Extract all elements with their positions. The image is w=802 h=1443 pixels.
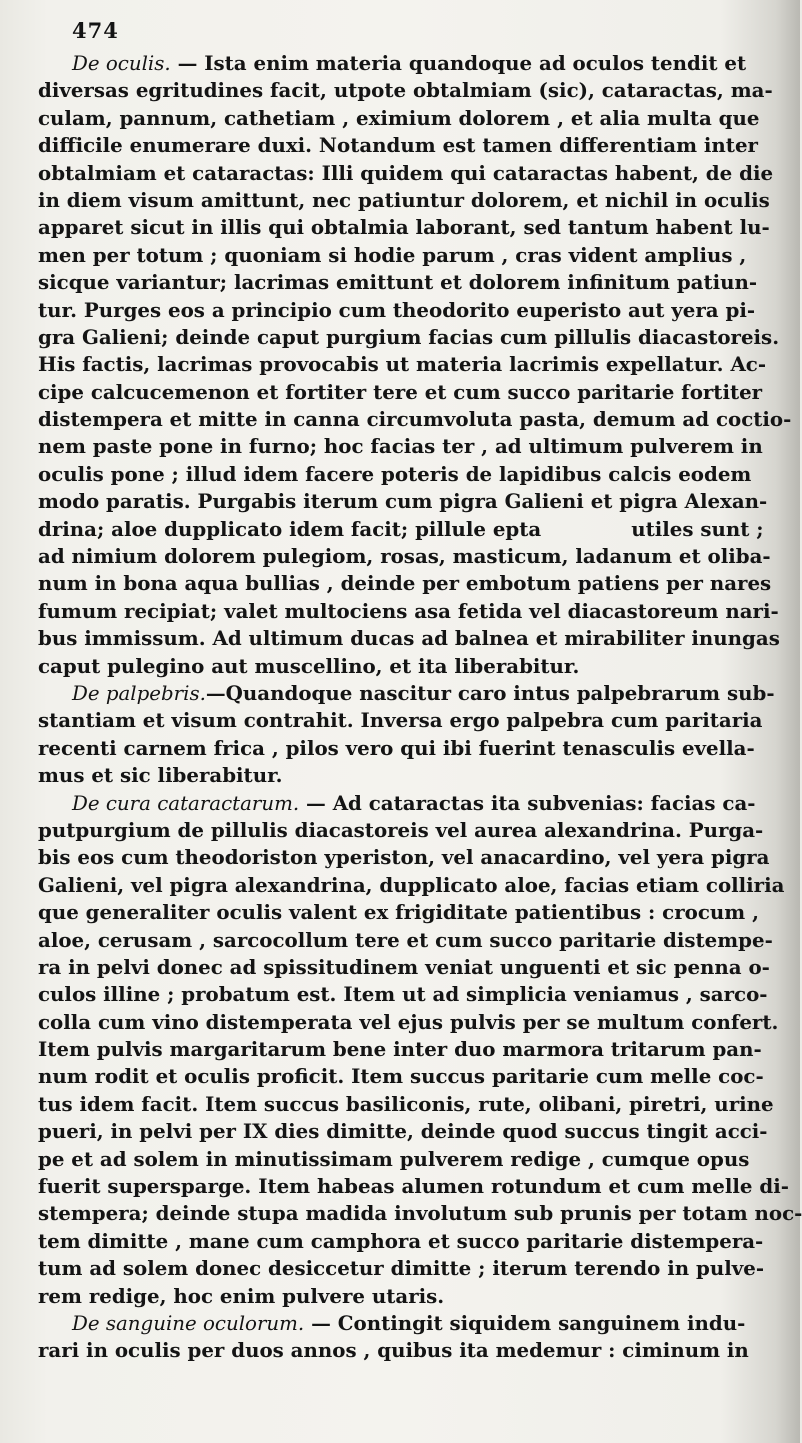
- text-line: apparet sicut in illis qui obtalmia laborant, sed tantum habent lu-: [38, 215, 770, 240]
- text-line: bus immissum. Ad ultimum ducas ad balnea et mirabiliter inungas: [38, 626, 780, 651]
- text-line: obtalmiam et cataractas: Illi quidem qui cataractas habent, de die: [38, 160, 774, 185]
- text-line: aloe, cerusam , sarcocollum tere et cum succo paritarie distempe-: [38, 927, 773, 952]
- text-line: oculis pone ; illud idem facere poteris de lapidibus calcis eodem: [38, 461, 752, 486]
- text-line: difficile enumerare duxi. Notandum est tamen differentiam inter: [38, 133, 758, 158]
- text-line: putpurgium de pillulis diacastoreis vel aurea alexandrina. Purga-: [38, 817, 764, 842]
- text-line: drina; aloe dupplicato idem facit; pillule epta utiles sunt ;: [38, 516, 764, 541]
- text-line: pe et ad solem in minutissimam pulverem redige , cumque opus: [38, 1146, 750, 1171]
- text-line: que generaliter oculis valent ex frigiditate patientibus : crocum ,: [38, 900, 759, 925]
- section-heading: De palpebris.: [72, 681, 206, 705]
- text-line: sicque variantur; lacrimas emittunt et dolorem infinitum patiun-: [38, 270, 758, 295]
- text-line: mus et sic liberabitur.: [38, 763, 283, 788]
- text-line: gra Galieni; deinde caput purgium facias cum pillulis diacastoreis.: [38, 324, 780, 349]
- text-line: num rodit et oculis proficit. Item succus paritarie cum melle coc-: [38, 1064, 764, 1089]
- text-line: De cura cataractarum. — Ad cataractas ita subvenias: facias ca-: [72, 790, 756, 815]
- text-line: colla cum vino distemperata vel ejus pulvis per se multum confert.: [38, 1009, 779, 1034]
- text-line: pueri, in pelvi per IX dies dimitte, deinde quod succus tingit acci-: [38, 1119, 768, 1144]
- text-line: in diem visum amittunt, nec patiuntur dolorem, et nichil in oculis: [38, 187, 770, 212]
- text-line: stantiam et visum contrahit. Inversa ergo palpebra cum paritaria: [38, 708, 763, 733]
- text-line: culos illine ; probatum est. Item ut ad simplicia veniamus , sarco-: [38, 982, 768, 1007]
- text-line: tum ad solem donec desiccetur dimitte ; iterum terendo in pulve-: [38, 1256, 765, 1281]
- text-line: Galieni, vel pigra alexandrina, dupplicato aloe, facias etiam colliria: [38, 872, 785, 897]
- text-line: His factis, lacrimas provocabis ut materia lacrimis expellatur. Ac-: [38, 352, 767, 377]
- text-line: cipe calcucemenon et fortiter tere et cum succo paritarie fortiter: [38, 379, 763, 404]
- text-line: distempera et mitte in canna circumvoluta pasta, demum ad coctio-: [38, 407, 792, 432]
- page-text: [38, 50, 802, 1365]
- text-line: num in bona aqua bullias , deinde per embotum patiens per nares: [38, 571, 772, 596]
- text-line: tus idem facit. Item succus basiliconis, rute, olibani, piretri, urine: [38, 1091, 774, 1116]
- text-line: tur. Purges eos a principio cum theodorito euperisto aut yera pi-: [38, 297, 756, 322]
- section-heading: De sanguine oculorum.: [72, 1311, 305, 1335]
- text-line: rari in oculis per duos annos , quibus ita medemur : ciminum in: [38, 1338, 749, 1363]
- text-line: recenti carnem frica , pilos vero qui ibi fuerint tenasculis evella-: [38, 735, 755, 760]
- text-line: Item pulvis margaritarum bene inter duo marmora tritarum pan-: [38, 1037, 762, 1062]
- text-line: modo paratis. Purgabis iterum cum pigra Galieni et pigra Alexan-: [38, 489, 768, 514]
- text-line: ra in pelvi donec ad spissitudinem veniat unguenti et sic penna o-: [38, 954, 770, 979]
- text-line: stempera; deinde stupa madida involutum sub prunis per totam noc-: [38, 1201, 802, 1226]
- text-line: tem dimitte , mane cum camphora et succo paritarie distempera-: [38, 1228, 764, 1253]
- text-line: De sanguine oculorum. — Contingit siquidem sanguinem indu-: [72, 1310, 746, 1335]
- text-line: men per totum ; quoniam si hodie parum , cras vident amplius ,: [38, 242, 747, 267]
- text-line: De oculis. — Ista enim materia quandoque ad oculos tendit et: [72, 51, 747, 75]
- text-line: fumum recipiat; valet multociens asa fetida vel diacastoreum nari-: [38, 598, 779, 623]
- text-line: bis eos cum theodoriston yperiston, vel anacardino, vel yera pigra: [38, 845, 770, 870]
- text-line: diversas egritudines facit, utpote obtalmiam (sic), cataractas, ma-: [38, 78, 773, 103]
- text-line: rem redige, hoc enim pulvere utaris.: [38, 1283, 445, 1308]
- text-line: caput pulegino aut muscellino, et ita liberabitur.: [38, 653, 580, 678]
- text-line: culam, pannum, cathetiam , eximium dolorem , et alia multa que: [38, 105, 760, 130]
- text-line: nem paste pone in furno; hoc facias ter , ad ultimum pulverem in: [38, 434, 763, 459]
- text-line: fuerit supersparge. Item habeas alumen rotundum et cum melle di-: [38, 1174, 789, 1199]
- section-heading: De cura cataractarum.: [72, 791, 300, 815]
- section-heading: De oculis.: [72, 52, 171, 75]
- text-line: ad nimium dolorem pulegiom, rosas, masticum, ladanum et oliba-: [38, 544, 771, 569]
- page-number: 474: [72, 18, 119, 43]
- text-line: De palpebris.—Quandoque nascitur caro intus palpebrarum sub-: [72, 680, 775, 705]
